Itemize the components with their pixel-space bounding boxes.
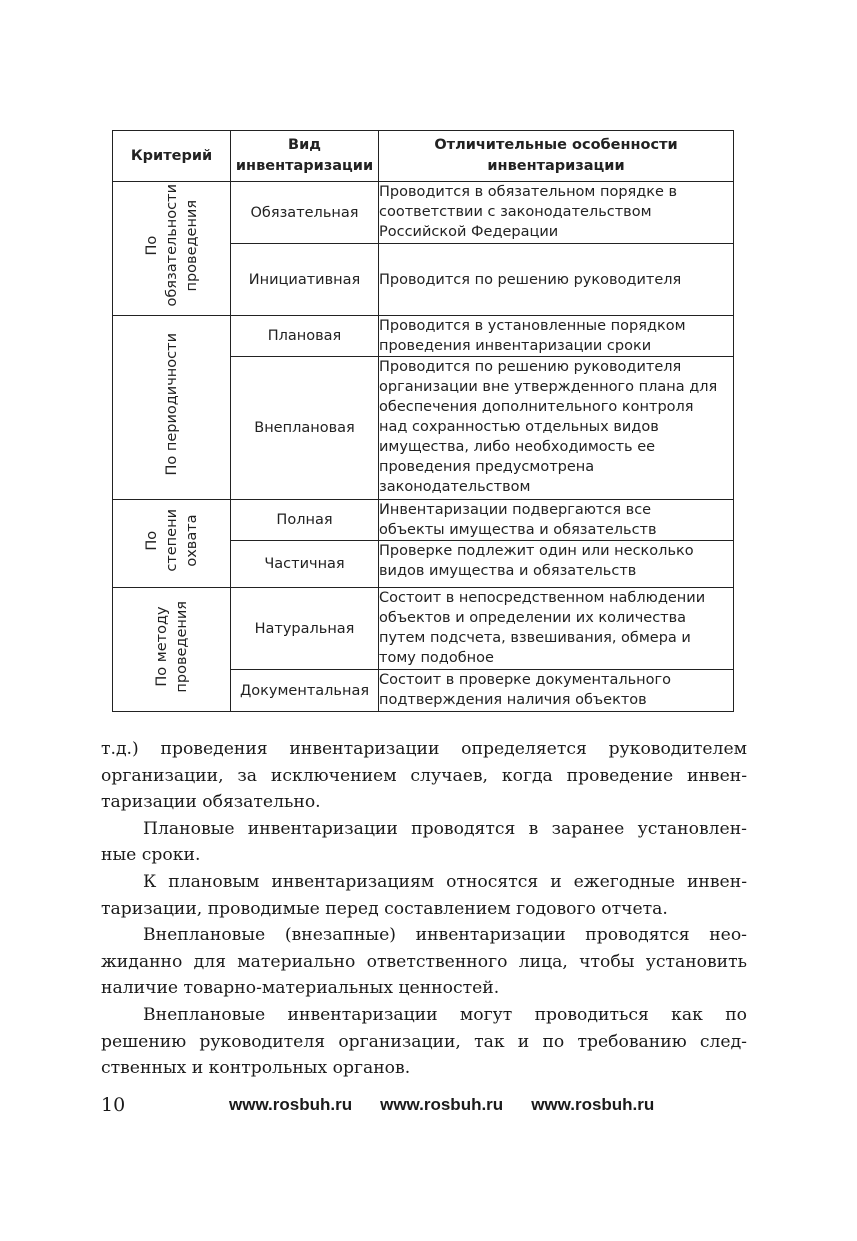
criterion-cell: По периодичности bbox=[113, 316, 231, 500]
site-link[interactable]: www.rosbuh.ru bbox=[531, 1095, 655, 1114]
type-cell: Частичная bbox=[231, 541, 379, 588]
paragraph: т.д.) проведения инвентаризации определяется руководителем организации, за исключением случаев, когда проведение инвен- таризации обязательно. bbox=[101, 739, 747, 813]
table-row bbox=[113, 316, 734, 357]
type-cell: Полная bbox=[231, 500, 379, 541]
features-cell: Инвентаризации подвергаются все объекты имущества и обязательств bbox=[379, 500, 734, 541]
header-type: Вид инвентаризации bbox=[231, 131, 379, 182]
features-cell: Проводится по решению руководителя bbox=[379, 244, 734, 316]
type-cell: Инициативная bbox=[231, 244, 379, 316]
inventory-table bbox=[112, 130, 734, 712]
features-cell: Состоит в непосредственном наблюдении объектов и определении их количества путем подсчета, взвешивания, обмера и тому подобное bbox=[379, 588, 734, 670]
body-text bbox=[101, 736, 747, 1082]
table-row bbox=[113, 182, 734, 244]
criterion-cell: По обязательности проведения bbox=[113, 182, 231, 316]
site-link[interactable]: www.rosbuh.ru bbox=[380, 1095, 504, 1114]
type-cell: Натуральная bbox=[231, 588, 379, 670]
features-cell: Проверке подлежит один или несколько видов имущества и обязательств bbox=[379, 541, 734, 588]
type-cell: Обязательная bbox=[231, 182, 379, 244]
paragraph: Плановые инвентаризации проводятся в заранее установлен- ные сроки. bbox=[101, 818, 747, 866]
features-cell: Состоит в проверке документального подтверждения наличия объектов bbox=[379, 670, 734, 712]
features-cell: Проводится в обязательном порядке в соответствии с законодательством Российской Федерации bbox=[379, 182, 734, 244]
type-cell: Плановая bbox=[231, 316, 379, 357]
table-header-row bbox=[113, 131, 734, 182]
criterion-cell: По степени охвата bbox=[113, 500, 231, 588]
table-row bbox=[113, 500, 734, 541]
paragraph: Внеплановые (внезапные) инвентаризации проводятся нео- жиданно для материально ответственного лица, чтобы установить наличие товарно-материальных ценностей. bbox=[101, 925, 747, 999]
header-features: Отличительные особенности инвентаризации bbox=[379, 131, 734, 182]
features-cell: Проводится по решению руководителя организации вне утвержденного плана для обеспечения дополнительного контроля над сохранностью отдельных видов имущества, либо необходимость ее проведения предусмотрена законодательством bbox=[379, 357, 734, 500]
footer-links bbox=[229, 1094, 654, 1116]
page-footer bbox=[0, 1092, 857, 1118]
header-criterion: Критерий bbox=[113, 131, 231, 182]
criterion-cell: По методу проведения bbox=[113, 588, 231, 712]
type-cell: Внеплановая bbox=[231, 357, 379, 500]
paragraph: К плановым инвентаризациям относятся и ежегодные инвен- таризации, проводимые перед составлением годового отчета. bbox=[101, 871, 747, 919]
table-row bbox=[113, 588, 734, 670]
paragraph: Внеплановые инвентаризации могут проводиться как по решению руководителя организации, так и по требованию след- ственных и контрольных органов. bbox=[101, 1004, 747, 1079]
page-number: 10 bbox=[101, 1094, 126, 1116]
type-cell: Документальная bbox=[231, 670, 379, 712]
site-link[interactable]: www.rosbuh.ru bbox=[229, 1095, 353, 1114]
features-cell: Проводится в установленные порядком проведения инвентаризации сроки bbox=[379, 316, 734, 357]
